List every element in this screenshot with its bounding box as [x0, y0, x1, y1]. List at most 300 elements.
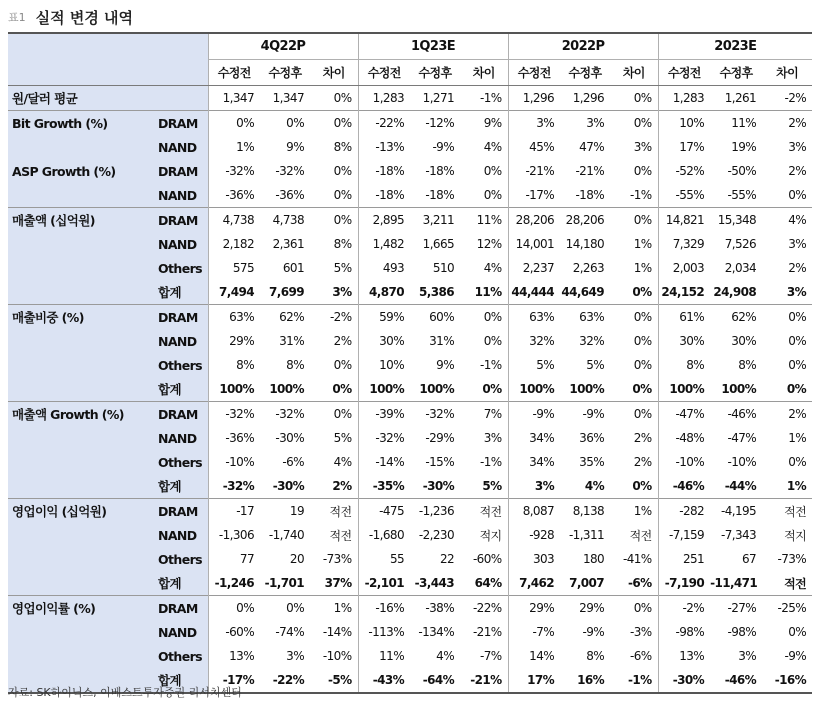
figure-title: 실적 변경 내역: [35, 8, 134, 27]
table-cell: 29%: [208, 329, 260, 353]
table-row: [8, 305, 812, 330]
table-cell: 3%: [286, 649, 304, 663]
table-cell: 4,738: [260, 208, 310, 233]
table-row: [8, 353, 812, 377]
table-cell: -29%: [425, 431, 455, 445]
table-cell: 0%: [788, 455, 807, 469]
group-header-4q22p: 4Q22P: [208, 33, 358, 60]
sub-header-diff: 차이: [610, 60, 658, 86]
row-sub-label: DRAM: [152, 596, 208, 621]
row-label: 영업이익 (십억원): [8, 499, 152, 524]
table-cell: -27%: [710, 596, 762, 621]
row-sub-label: Others: [152, 644, 208, 668]
table-cell: -48%: [658, 426, 710, 450]
row-sub-label: 합계: [152, 377, 208, 402]
row-label: 매출비중 (%): [8, 305, 152, 330]
table-cell: 100%: [269, 382, 304, 396]
earnings-revision-table: [8, 32, 812, 694]
table-cell: -7,190: [658, 571, 710, 596]
row-sub-label: 합계: [152, 280, 208, 305]
table-cell: 5%: [333, 261, 352, 275]
table-cell: -22%: [358, 111, 410, 136]
table-row: [8, 547, 812, 571]
table-cell: 9%: [436, 358, 455, 372]
row-label: [8, 135, 152, 159]
table-cell: -9%: [432, 140, 455, 154]
table-cell: 7,007: [569, 576, 605, 590]
table-cell: 59%: [358, 305, 410, 330]
table-cell: 29%: [560, 596, 610, 621]
table-cell: 0%: [610, 111, 658, 136]
table-row: [8, 280, 812, 305]
sub-header-before: 수정전: [658, 60, 710, 86]
table-cell: -44%: [724, 479, 757, 493]
table-cell: 8,138: [560, 499, 610, 524]
row-sub-label: NAND: [152, 523, 208, 547]
table-cell: 47%: [579, 140, 605, 154]
table-cell: 0%: [208, 111, 260, 136]
table-cell: 14%: [508, 644, 560, 668]
table-cell: -36%: [208, 183, 260, 208]
sub-header-after: 수정후: [410, 60, 460, 86]
table-cell: 0%: [260, 111, 310, 136]
table-cell: 493: [358, 256, 410, 280]
table-cell: 63%: [560, 305, 610, 330]
row-sub-label: NAND: [152, 620, 208, 644]
table-cell: 32%: [579, 334, 605, 348]
table-cell: 0%: [633, 358, 652, 372]
table-cell: 601: [282, 261, 304, 275]
table-cell: 63%: [508, 305, 560, 330]
row-sub-label: Others: [152, 256, 208, 280]
table-cell: 10%: [658, 111, 710, 136]
table-cell: -32%: [208, 159, 260, 183]
table-cell: -43%: [358, 668, 410, 693]
table-cell: 1,347: [208, 86, 260, 111]
table-cell: -30%: [272, 479, 304, 493]
table-cell: -113%: [358, 620, 410, 644]
table-cell: 19%: [731, 140, 757, 154]
table-cell: 1,283: [658, 86, 710, 111]
table-cell: 2%: [762, 402, 812, 427]
row-sub-label: NAND: [152, 232, 208, 256]
table-cell: 7,329: [658, 232, 710, 256]
table-cell: -22%: [260, 668, 310, 693]
table-row: [8, 450, 812, 474]
table-cell: 7,699: [269, 285, 304, 299]
table-cell: -55%: [727, 188, 757, 202]
table-cell: -4,195: [710, 499, 762, 524]
table-cell: -18%: [425, 164, 455, 178]
table-row: [8, 523, 812, 547]
table-cell: -18%: [575, 188, 605, 202]
table-cell: 19: [260, 499, 310, 524]
row-sub-label: NAND: [152, 183, 208, 208]
table-cell: -2,101: [358, 571, 410, 596]
table-cell: 7,462: [508, 571, 560, 596]
table-cell: -17%: [208, 668, 260, 693]
table-cell: 20: [289, 552, 304, 566]
table-cell: -47%: [658, 402, 710, 427]
table-cell: 2%: [633, 431, 652, 445]
header-row-subs: [8, 60, 812, 86]
table-cell: 13%: [658, 644, 710, 668]
table-cell: -32%: [208, 474, 260, 499]
table-cell: 3,211: [410, 208, 460, 233]
table-cell: 4%: [333, 455, 352, 469]
table-row: [8, 208, 812, 233]
table-cell: 2,034: [724, 261, 757, 275]
table-cell: 0%: [483, 188, 502, 202]
source-note: 자료: SK하이닉스, 이베스트투자증권 리서치센터: [8, 686, 242, 699]
table-cell: 0%: [633, 164, 652, 178]
table-cell: 28,206: [560, 208, 610, 233]
table-cell: 24,152: [658, 280, 710, 305]
table-cell: 1,271: [422, 91, 455, 105]
table-cell: 62%: [710, 305, 762, 330]
table-cell: 34%: [508, 426, 560, 450]
table-cell: 0%: [786, 382, 807, 396]
table-cell: 3%: [332, 285, 352, 299]
table-cell: 28,206: [508, 208, 560, 233]
table-cell: -16%: [762, 668, 812, 693]
table-cell: -64%: [410, 668, 460, 693]
row-sub-label: NAND: [152, 426, 208, 450]
table-cell: -6%: [628, 576, 652, 590]
table-cell: 13%: [208, 644, 260, 668]
table-cell: -38%: [410, 596, 460, 621]
table-cell: -7,343: [720, 528, 757, 542]
table-cell: 0%: [633, 334, 652, 348]
header-blank: [8, 33, 208, 60]
table-cell: 2,263: [572, 261, 605, 275]
table-cell: 17%: [508, 668, 560, 693]
table-cell: 3%: [633, 140, 652, 154]
row-label: [8, 353, 152, 377]
table-cell: 적지: [479, 528, 502, 543]
table-cell: -475: [358, 499, 410, 524]
table-cell: -10%: [322, 649, 352, 663]
table-cell: 3%: [738, 649, 757, 663]
table-cell: 60%: [410, 305, 460, 330]
table-cell: 22: [439, 552, 455, 566]
table-cell: -32%: [410, 402, 460, 427]
table-cell: 0%: [208, 596, 260, 621]
table-cell: 12%: [476, 237, 502, 251]
table-cell: 1%: [633, 237, 652, 251]
table-cell: 4%: [584, 479, 605, 493]
row-sub-label: [152, 86, 208, 111]
table-cell: -52%: [658, 159, 710, 183]
row-sub-label: 합계: [152, 668, 208, 693]
row-label: [8, 183, 152, 208]
table-cell: 100%: [508, 377, 560, 402]
table-cell: 7%: [460, 402, 508, 427]
table-cell: -22%: [460, 596, 508, 621]
table-cell: 적전: [460, 499, 508, 524]
table-cell: 4,738: [208, 208, 260, 233]
table-cell: -46%: [658, 474, 710, 499]
table-cell: -9%: [784, 649, 807, 663]
table-row: [8, 571, 812, 596]
table-cell: 14,180: [565, 237, 605, 251]
table-cell: -18%: [425, 188, 455, 202]
table-cell: 303: [508, 547, 560, 571]
row-sub-label: DRAM: [152, 305, 208, 330]
row-sub-label: Others: [152, 450, 208, 474]
table-cell: -2%: [310, 305, 358, 330]
table-row: [8, 135, 812, 159]
table-row: [8, 474, 812, 499]
table-cell: -12%: [410, 111, 460, 136]
table-cell: -1%: [479, 455, 502, 469]
table-cell: 0%: [482, 382, 502, 396]
table-cell: 1%: [788, 431, 807, 445]
table-cell: 0%: [610, 305, 658, 330]
table-cell: 11%: [358, 644, 410, 668]
table-cell: 0%: [610, 402, 658, 427]
table-cell: -1,680: [358, 523, 410, 547]
table-cell: 0%: [632, 479, 652, 493]
table-cell: 3%: [560, 111, 610, 136]
row-label: [8, 450, 152, 474]
header-row-groups: [8, 33, 812, 60]
table-row: [8, 111, 812, 136]
table-cell: -14%: [358, 450, 410, 474]
table-cell: -1%: [479, 358, 502, 372]
table-cell: -6%: [282, 455, 304, 469]
table-cell: 37%: [324, 576, 352, 590]
table-cell: 0%: [762, 305, 812, 330]
table-cell: 11%: [474, 285, 502, 299]
figure-tag: 표1: [8, 11, 26, 24]
table-cell: 44,444: [508, 280, 560, 305]
table-cell: 1,296: [508, 86, 560, 111]
sub-header-after: 수정후: [710, 60, 762, 86]
row-label: [8, 256, 152, 280]
table-cell: 2%: [762, 111, 812, 136]
table-cell: 14,001: [508, 232, 560, 256]
table-cell: 8,087: [508, 499, 560, 524]
table-cell: -39%: [358, 402, 410, 427]
sub-header-after: 수정후: [560, 60, 610, 86]
row-label: [8, 523, 152, 547]
table-cell: 2,182: [208, 232, 260, 256]
sub-header-before: 수정전: [508, 60, 560, 86]
table-cell: 1%: [310, 596, 358, 621]
figure-title-row: [8, 6, 133, 28]
row-label: [8, 426, 152, 450]
table-cell: 2,361: [272, 237, 304, 251]
table-cell: -32%: [260, 402, 310, 427]
table-cell: -30%: [658, 668, 710, 693]
row-sub-label: DRAM: [152, 111, 208, 136]
table-cell: -60%: [208, 620, 260, 644]
table-cell: 0%: [483, 164, 502, 178]
table-cell: -21%: [575, 164, 605, 178]
table-cell: 적전: [762, 499, 812, 524]
table-cell: 2%: [332, 479, 352, 493]
table-cell: 0%: [632, 285, 652, 299]
table-cell: -73%: [322, 552, 352, 566]
table-cell: -1,740: [268, 528, 304, 542]
table-cell: 100%: [208, 377, 260, 402]
table-cell: 17%: [658, 135, 710, 159]
table-cell: 2,895: [358, 208, 410, 233]
table-cell: -10%: [208, 450, 260, 474]
sub-header-after: 수정후: [260, 60, 310, 86]
table-cell: -7,159: [658, 523, 710, 547]
table-cell: 2%: [788, 164, 807, 178]
row-label: [8, 547, 152, 571]
table-cell: 67: [742, 552, 757, 566]
table-cell: 1,665: [422, 237, 455, 251]
table-cell: 3%: [508, 111, 560, 136]
table-cell: -21%: [508, 159, 560, 183]
table-cell: 4%: [483, 261, 502, 275]
table-cell: 2,003: [658, 256, 710, 280]
row-sub-label: DRAM: [152, 208, 208, 233]
table-cell: -3%: [630, 625, 652, 639]
table-cell: 1%: [610, 499, 658, 524]
table-cell: 0%: [260, 596, 310, 621]
table-cell: 30%: [358, 329, 410, 353]
table-cell: 9%: [286, 140, 304, 154]
table-row: [8, 256, 812, 280]
table-cell: -13%: [358, 135, 410, 159]
table-cell: -32%: [275, 164, 304, 178]
table-cell: -73%: [777, 552, 807, 566]
header-blank: [8, 60, 208, 86]
table-cell: 0%: [333, 188, 352, 202]
table-cell: 100%: [569, 382, 605, 396]
table-cell: 3%: [788, 140, 807, 154]
row-label: 영업이익률 (%): [8, 596, 152, 621]
table-cell: 35%: [579, 455, 605, 469]
table-cell: 적전: [310, 499, 358, 524]
table-cell: 5%: [586, 358, 605, 372]
group-header-2022p: 2022P: [508, 33, 658, 60]
table-cell: 15,348: [710, 208, 762, 233]
table-cell: 적전: [629, 528, 652, 543]
row-sub-label: 합계: [152, 474, 208, 499]
table-cell: 1,296: [572, 91, 605, 105]
sub-header-before: 수정전: [358, 60, 410, 86]
table-cell: -17: [208, 499, 260, 524]
table-cell: 0%: [483, 334, 502, 348]
table-cell: 8%: [333, 237, 352, 251]
table-cell: 적전: [329, 528, 352, 543]
table-cell: 45%: [508, 135, 560, 159]
table-cell: -50%: [727, 164, 757, 178]
table-cell: -36%: [275, 188, 304, 202]
table-cell: -14%: [322, 625, 352, 639]
row-label: ASP Growth (%): [8, 159, 152, 183]
table-cell: 30%: [658, 329, 710, 353]
row-sub-label: Others: [152, 547, 208, 571]
row-sub-label: DRAM: [152, 159, 208, 183]
table-cell: 8%: [738, 358, 757, 372]
table-cell: -2%: [784, 91, 807, 105]
table-row: [8, 86, 812, 111]
table-row: [8, 499, 812, 524]
table-cell: -21%: [472, 625, 502, 639]
row-sub-label: DRAM: [152, 499, 208, 524]
table-cell: -10%: [658, 450, 710, 474]
table-cell: -35%: [358, 474, 410, 499]
table-cell: 64%: [474, 576, 502, 590]
table-cell: 100%: [721, 382, 757, 396]
table-cell: 9%: [460, 111, 508, 136]
table-cell: -928: [508, 523, 560, 547]
table-cell: 5%: [482, 479, 502, 493]
table-cell: 62%: [260, 305, 310, 330]
table-cell: 14,821: [658, 208, 710, 233]
row-label: [8, 377, 152, 402]
table-cell: 8%: [208, 353, 260, 377]
table-cell: 36%: [579, 431, 605, 445]
table-cell: 0%: [633, 91, 652, 105]
table-cell: 100%: [358, 377, 410, 402]
table-row: [8, 232, 812, 256]
table-cell: 0%: [310, 111, 358, 136]
table-cell: -15%: [425, 455, 455, 469]
sub-header-before: 수정전: [208, 60, 260, 86]
table-cell: 0%: [632, 382, 652, 396]
table-cell: 5%: [508, 353, 560, 377]
row-label: [8, 474, 152, 499]
table-cell: -9%: [560, 402, 610, 427]
table-cell: -1%: [610, 668, 658, 693]
table-cell: 0%: [310, 402, 358, 427]
table-cell: 0%: [788, 625, 807, 639]
table-cell: 510: [432, 261, 455, 275]
table-cell: -2,230: [418, 528, 455, 542]
table-cell: 1,482: [358, 232, 410, 256]
sub-header-diff: 차이: [310, 60, 358, 86]
table-cell: -10%: [727, 455, 757, 469]
table-cell: 4%: [762, 208, 812, 233]
table-cell: 61%: [658, 305, 710, 330]
table-row: [8, 426, 812, 450]
table-cell: 0%: [788, 188, 807, 202]
table-cell: 0%: [610, 596, 658, 621]
table-cell: 0%: [333, 164, 352, 178]
table-row: [8, 644, 812, 668]
table-cell: -1,236: [410, 499, 460, 524]
table-cell: 3%: [483, 431, 502, 445]
row-label: [8, 280, 152, 305]
table-cell: 34%: [508, 450, 560, 474]
table-row: [8, 159, 812, 183]
table-cell: 55: [358, 547, 410, 571]
table-cell: -11,471: [710, 576, 758, 590]
table-cell: 적전: [784, 576, 807, 591]
table-cell: 0%: [610, 208, 658, 233]
table-cell: 2%: [333, 334, 352, 348]
table-cell: -7%: [508, 620, 560, 644]
table-cell: 0%: [332, 382, 352, 396]
table-cell: -17%: [508, 183, 560, 208]
table-cell: -98%: [727, 625, 757, 639]
table-row: [8, 596, 812, 621]
table-cell: -9%: [508, 402, 560, 427]
table-cell: 100%: [419, 382, 455, 396]
table-cell: 30%: [731, 334, 757, 348]
table-cell: -46%: [710, 402, 762, 427]
row-label: [8, 571, 152, 596]
row-label: 원/달러 평균: [8, 86, 152, 111]
